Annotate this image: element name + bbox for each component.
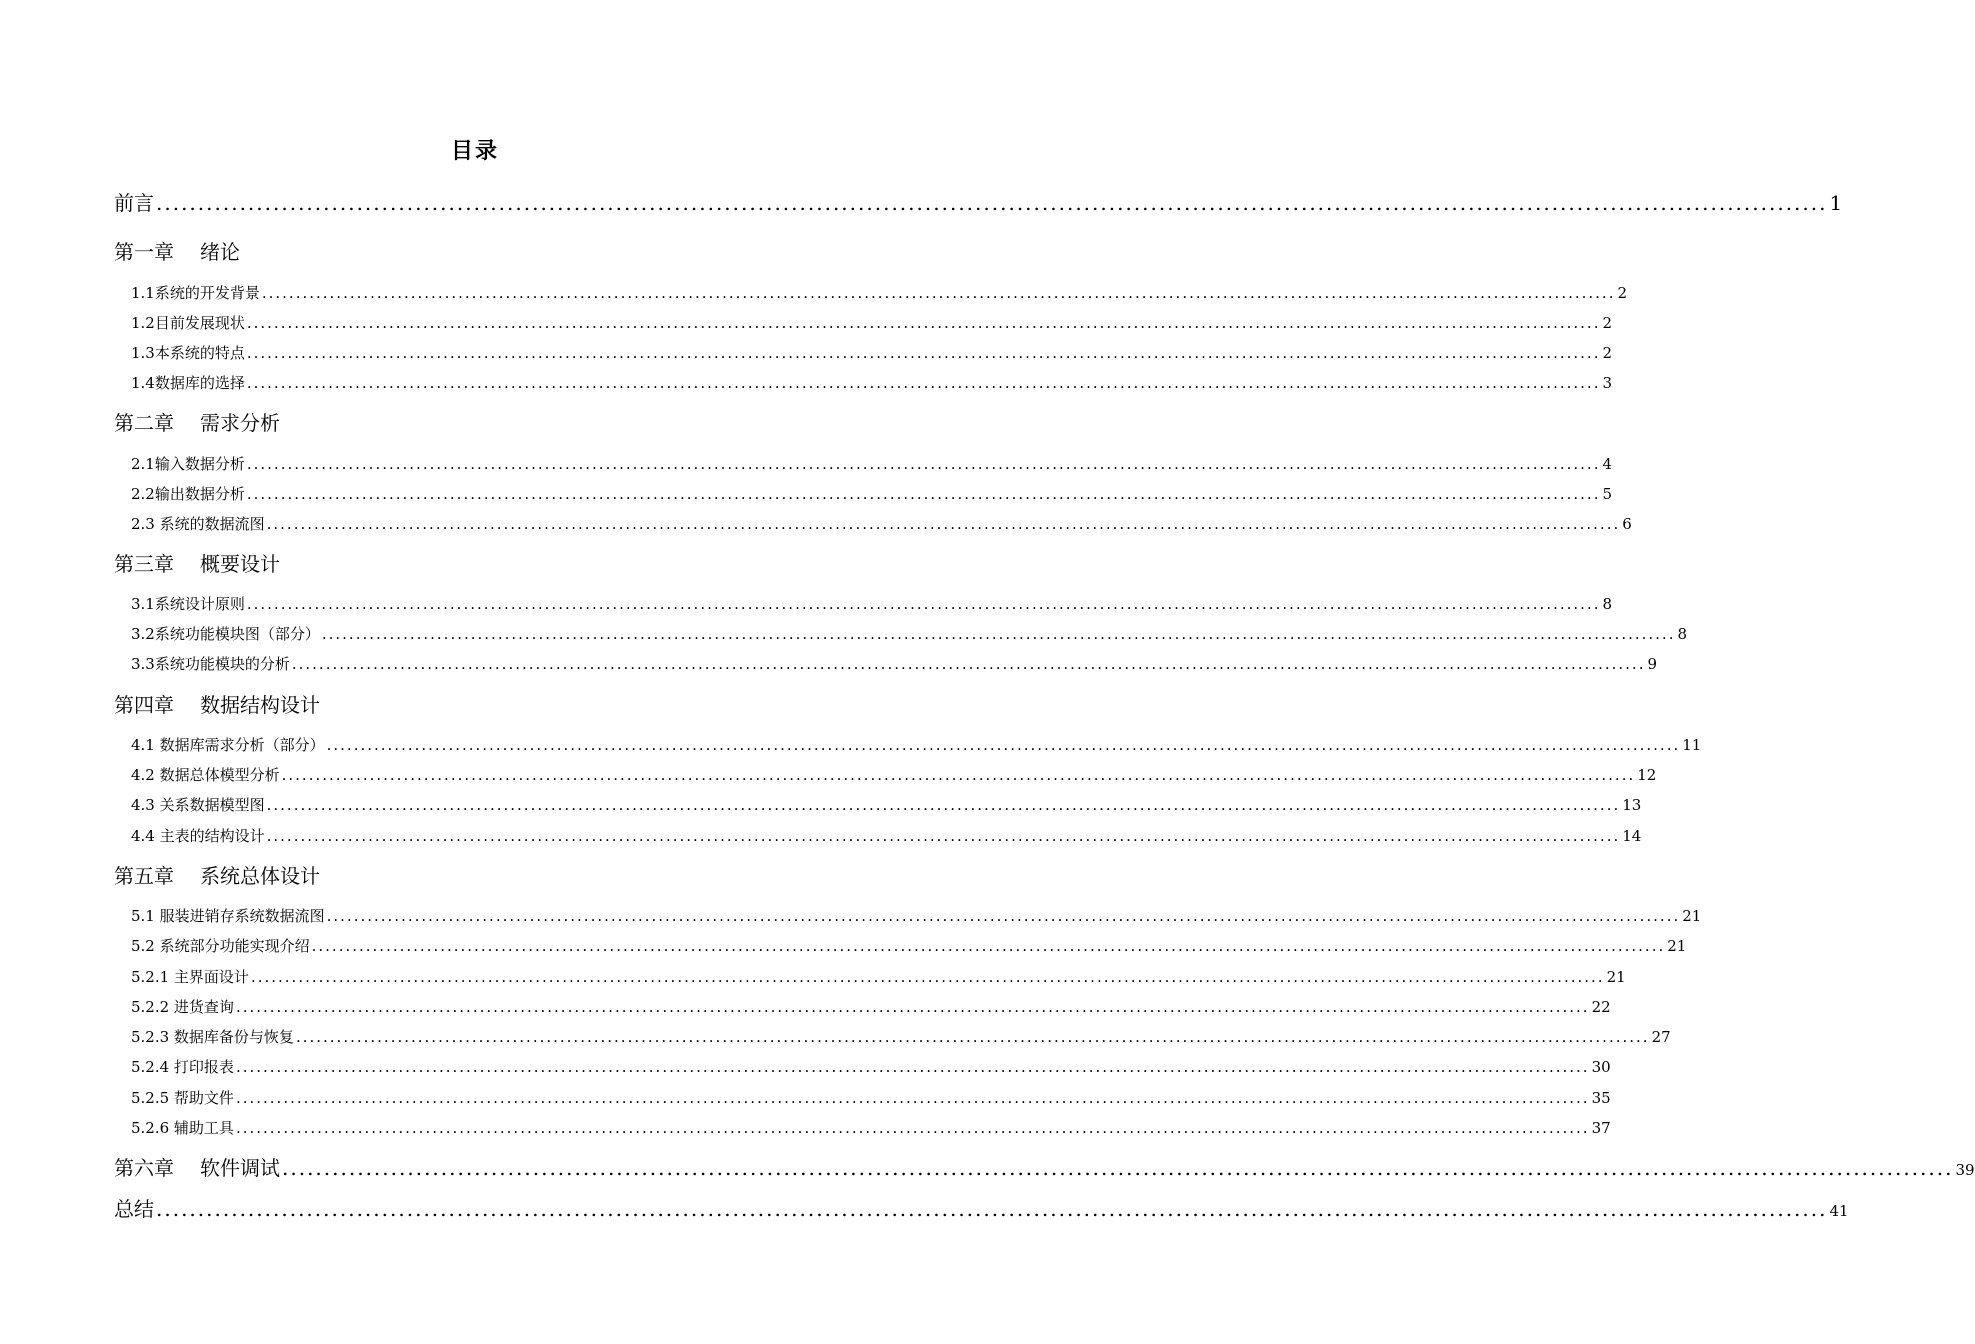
toc-section[interactable]: 2.2输出数据分析 ........................................................................................................................................................................................................ 5 [131, 485, 1613, 503]
leader-dots: ........................................................................................................................................................................................................ [156, 191, 1828, 215]
leader-dots: ........................................................................................................................................................................................................ [246, 595, 1601, 613]
toc-section[interactable]: 5.2 系统部分功能实现介绍 ........................................................................................................................................................................................................ 21 [131, 937, 1687, 955]
toc-section[interactable]: 4.4 主表的结构设计 ........................................................................................................................................................................................................ 14 [131, 827, 1642, 845]
leader-dots: ........................................................................................................................................................................................................ [250, 968, 1605, 986]
leader-dots: ........................................................................................................................................................................................................ [246, 314, 1601, 332]
toc-entry-page: 41 [1829, 1202, 1849, 1220]
leader-dots: ........................................................................................................................................................................................................ [246, 374, 1601, 392]
leader-dots: ........................................................................................................................................................................................................ [235, 998, 1590, 1016]
toc-entry-label: 前言 [114, 191, 154, 215]
toc-chapter-5[interactable] [114, 860, 818, 890]
toc-entry-summary[interactable] [114, 1193, 1849, 1223]
chapter-name: 软件调试 [200, 1156, 280, 1180]
toc-entry-preface[interactable] [114, 187, 1843, 217]
leader-dots: ........................................................................................................................................................................................................ [281, 766, 1636, 784]
toc-section[interactable]: 4.3 关系数据模型图 ........................................................................................................................................................................................................ 13 [131, 796, 1642, 814]
leader-dots: ........................................................................................................................................................................................................ [321, 625, 1676, 643]
toc-section[interactable]: 2.1输入数据分析 ........................................................................................................................................................................................................ 4 [131, 455, 1613, 473]
toc-section[interactable]: 2.3 系统的数据流图 ........................................................................................................................................................................................................ 6 [131, 515, 1632, 533]
toc-subsection[interactable]: 5.2.5 帮助文件 ........................................................................................................................................................................................................ 35 [131, 1089, 1611, 1107]
toc-section[interactable]: 1.2目前发展现状 ........................................................................................................................................................................................................ 2 [131, 314, 1613, 332]
leader-dots: ........................................................................................................................................................................................................ [156, 1197, 1828, 1221]
toc-section[interactable]: 1.3本系统的特点 ........................................................................................................................................................................................................ 2 [131, 344, 1613, 362]
leader-dots: ........................................................................................................................................................................................................ [266, 796, 1621, 814]
leader-dots: ........................................................................................................................................................................................................ [261, 284, 1616, 302]
toc-entry-label: 总结 [114, 1197, 154, 1221]
leader-dots: ........................................................................................................................................................................................................ [235, 1058, 1590, 1076]
toc-section[interactable]: 4.2 数据总体模型分析 ........................................................................................................................................................................................................ 12 [131, 766, 1657, 784]
leader-dots: ........................................................................................................................................................................................................ [246, 485, 1601, 503]
leader-dots: ........................................................................................................................................................................................................ [266, 827, 1621, 845]
chapter-name: 概要设计 [200, 552, 280, 576]
chapter-name: 需求分析 [200, 411, 280, 435]
leader-dots: ........................................................................................................................................................................................................ [246, 344, 1601, 362]
leader-dots: ........................................................................................................................................................................................................ [282, 1156, 1954, 1180]
leader-dots: ........................................................................................................................................................................................................ [266, 515, 1621, 533]
chapter-number: 第二章 [114, 411, 174, 435]
leader-dots: ........................................................................................................................................................................................................ [326, 736, 1681, 754]
leader-dots: ........................................................................................................................................................................................................ [326, 907, 1681, 925]
toc-section[interactable]: 1.1系统的开发背景 ........................................................................................................................................................................................................ 2 [131, 284, 1628, 302]
toc-chapter-2[interactable] [114, 407, 818, 437]
chapter-number: 第五章 [114, 864, 174, 888]
chapter-number: 第四章 [114, 693, 174, 717]
toc-chapter-6[interactable] [114, 1152, 1975, 1182]
chapter-name: 系统总体设计 [200, 864, 320, 888]
leader-dots: ........................................................................................................................................................................................................ [295, 1028, 1650, 1046]
chapter-number: 第一章 [114, 240, 174, 264]
toc-chapter-4[interactable] [114, 689, 818, 719]
toc-entry-page: 1 [1829, 191, 1843, 215]
toc-section[interactable]: 3.1系统设计原则 ........................................................................................................................................................................................................ 8 [131, 595, 1613, 613]
chapter-number: 第六章 [114, 1156, 174, 1180]
chapter-number: 第三章 [114, 552, 174, 576]
toc-section[interactable]: 4.1 数据库需求分析（部分） ........................................................................................................................................................................................................ 11 [131, 736, 1702, 754]
toc-subsection[interactable]: 5.2.3 数据库备份与恢复 ........................................................................................................................................................................................................ 27 [131, 1028, 1671, 1046]
toc-chapter-3[interactable] [114, 548, 818, 578]
toc-chapter-1[interactable] [114, 236, 818, 266]
leader-dots: ........................................................................................................................................................................................................ [311, 937, 1666, 955]
leader-dots: ........................................................................................................................................................................................................ [291, 655, 1646, 673]
toc-section[interactable]: 3.2系统功能模块图（部分） ........................................................................................................................................................................................................ 8 [131, 625, 1688, 643]
chapter-name: 数据结构设计 [200, 693, 320, 717]
toc-title: 目录 [450, 139, 499, 164]
chapter-name: 绪论 [200, 240, 240, 264]
leader-dots: ........................................................................................................................................................................................................ [235, 1089, 1590, 1107]
toc-subsection[interactable]: 5.2.1 主界面设计 ........................................................................................................................................................................................................ 21 [131, 968, 1626, 986]
toc-section[interactable]: 1.4数据库的选择 ........................................................................................................................................................................................................ 3 [131, 374, 1613, 392]
toc-subsection[interactable]: 5.2.6 辅助工具 ........................................................................................................................................................................................................ 37 [131, 1119, 1611, 1137]
leader-dots: ........................................................................................................................................................................................................ [246, 455, 1601, 473]
toc-section[interactable]: 5.1 服装进销存系统数据流图 ........................................................................................................................................................................................................ 21 [131, 907, 1702, 925]
toc-subsection[interactable]: 5.2.4 打印报表 ........................................................................................................................................................................................................ 30 [131, 1058, 1611, 1076]
leader-dots: ........................................................................................................................................................................................................ [235, 1119, 1590, 1137]
toc-subsection[interactable]: 5.2.2 进货查询 ........................................................................................................................................................................................................ 22 [131, 998, 1611, 1016]
toc-section[interactable]: 3.3系统功能模块的分析 ........................................................................................................................................................................................................ 9 [131, 655, 1658, 673]
toc-entry-page: 39 [1955, 1161, 1975, 1179]
